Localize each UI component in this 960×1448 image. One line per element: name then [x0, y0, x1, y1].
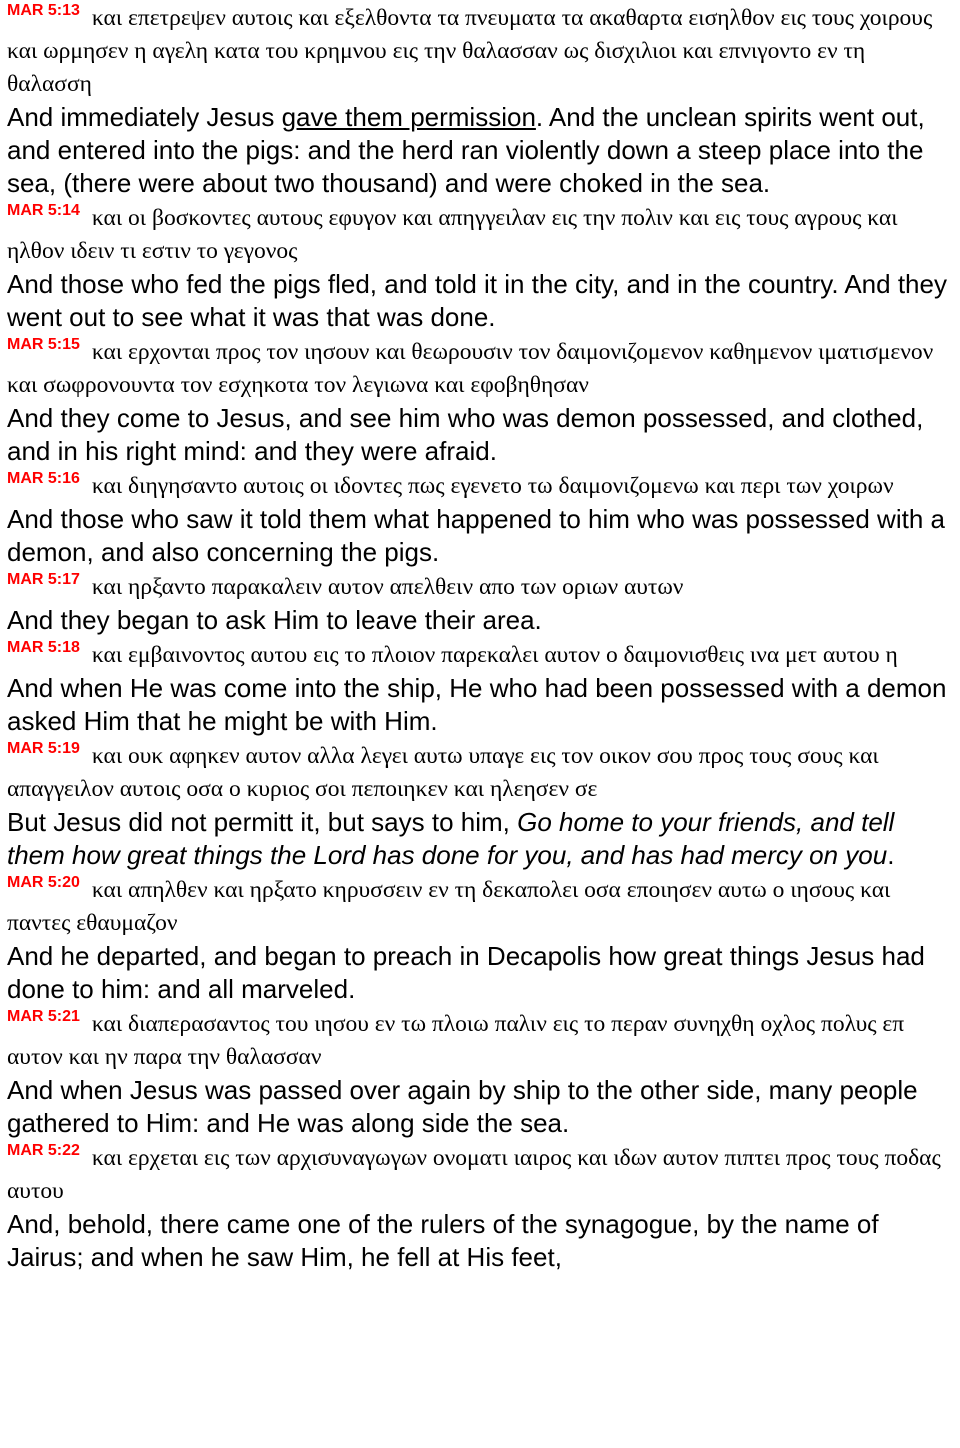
- verse-mar-5-16: [7, 468, 955, 569]
- verse-reference: MAR 5:16: [7, 470, 80, 487]
- greek-body: και διαπερασαντος του ιησου εν τω πλοιω παλιν εις το περαν συνηχθη οχλος πολυς επ αυτον και ην παρα την θαλασσαν: [7, 1011, 905, 1070]
- verse-reference: MAR 5:19: [7, 740, 80, 757]
- greek-text: [7, 334, 955, 402]
- greek-body: και ουκ αφηκεν αυτον αλλα λεγει αυτω υπαγε εις τον οικον σου προς τους σους και απαγγειλον αυτοις οσα ο κυριος σοι πεποιηκεν και ηλεησεν σε: [7, 743, 879, 802]
- verse-reference: MAR 5:15: [7, 336, 80, 353]
- verse-mar-5-17: [7, 569, 955, 637]
- verse-reference: MAR 5:22: [7, 1142, 80, 1159]
- greek-text: [7, 637, 955, 672]
- verse-mar-5-20: [7, 872, 955, 1006]
- verse-mar-5-19: [7, 738, 955, 872]
- greek-text: [7, 738, 955, 806]
- greek-body: και διηγησαντο αυτοις οι ιδοντες πως εγενετο τω δαιμονιζομενω και περι των χοιρων: [91, 473, 894, 499]
- english-text: And those who saw it told them what happened to him who was possessed with a demon, and also concerning the pigs.: [7, 504, 945, 567]
- verse-mar-5-18: [7, 637, 955, 738]
- verse-mar-5-21: [7, 1006, 955, 1140]
- greek-body: και ερχεται εις των αρχισυναγωγων ονοματι ιαιρος και ιδων αυτον πιπτει προς τους ποδας αυτου: [7, 1145, 941, 1204]
- english-text: And when He was come into the ship, He who had been possessed with a demon asked Him that he might be with Him.: [7, 673, 947, 736]
- english-text: [7, 101, 955, 200]
- greek-text: [7, 1140, 955, 1208]
- greek-body: και εμβαινοντος αυτου εις το πλοιον παρεκαλει αυτον ο δαιμονισθεις ινα μετ αυτου η: [91, 642, 898, 668]
- greek-body: και ηρξαντο παρακαλειν αυτον απελθειν απο των οριων αυτων: [91, 574, 684, 600]
- english-text: [7, 806, 955, 872]
- italic-quote: Go home to your friends, and tell them how great things the Lord has done for you, and has had mercy on you: [7, 807, 895, 870]
- greek-body: και απηλθεν και ηρξατο κηρυσσειν εν τη δεκαπολει οσα εποιησεν αυτω ο ιησους και παντες εθαυμαζον: [7, 877, 891, 936]
- verse-mar-5-13: [7, 0, 955, 200]
- english-text: And those who fed the pigs fled, and told it in the city, and in the country. And they went out to see what it was that was done.: [7, 269, 947, 332]
- english-part: .: [887, 840, 895, 870]
- greek-text: [7, 0, 955, 101]
- english-text: And he departed, and began to preach in Decapolis how great things Jesus had done to him: and all marveled.: [7, 941, 925, 1004]
- greek-text: [7, 468, 955, 503]
- greek-text: [7, 569, 955, 604]
- greek-body: και επετρεψεν αυτοις και εξελθοντα τα πνευματα τα ακαθαρτα εισηλθον εις τους χοιρους και ωρμησεν η αγελη κατα του κρημνου εις την θαλασσαν ως δισχιλιοι και επνιγοντο εν τη θαλασση: [7, 5, 933, 97]
- greek-body: και οι βοσκοντες αυτους εφυγον και απηγγειλαν εις την πολιν και εις τους αγρους και ηλθον ιδειν τι εστιν το γεγονος: [7, 205, 898, 264]
- underlined-phrase: gave them permission: [281, 102, 536, 132]
- english-part: But Jesus did not permitt it, but says to him,: [7, 807, 518, 837]
- english-text: And they began to ask Him to leave their area.: [7, 605, 542, 635]
- greek-text: [7, 200, 955, 268]
- verse-reference: MAR 5:21: [7, 1008, 80, 1025]
- verse-reference: MAR 5:17: [7, 571, 80, 588]
- verse-reference: MAR 5:18: [7, 639, 80, 656]
- verse-mar-5-15: [7, 334, 955, 468]
- greek-text: [7, 1006, 955, 1074]
- english-text: And when Jesus was passed over again by ship to the other side, many people gathered to Him: and He was along side the sea.: [7, 1075, 918, 1138]
- english-part: . And the unclean spirits went out, and entered into the pigs: and the herd ran violently down a steep place into the sea, (there were about two thousand) and were choked in the sea.: [7, 102, 925, 198]
- verse-mar-5-14: [7, 200, 955, 334]
- greek-body: και ερχονται προς τον ιησουν και θεωρουσιν τον δαιμονιζομενον καθημενον ιματισμενον και σωφρονουντα τον εσχηκοτα τον λεγιωνα και εφοβηθησαν: [7, 339, 934, 398]
- english-text: And, behold, there came one of the rulers of the synagogue, by the name of Jairus; and when he saw Him, he fell at His feet,: [7, 1209, 879, 1272]
- greek-text: [7, 872, 955, 940]
- english-text: And they come to Jesus, and see him who was demon possessed, and clothed, and in his right mind: and they were afraid.: [7, 403, 924, 466]
- verse-mar-5-22: [7, 1140, 955, 1274]
- verse-reference: MAR 5:13: [7, 2, 80, 19]
- verse-reference: MAR 5:14: [7, 202, 80, 219]
- verse-reference: MAR 5:20: [7, 874, 80, 891]
- document-page: [7, 0, 955, 1274]
- english-part: And immediately Jesus: [7, 102, 282, 132]
